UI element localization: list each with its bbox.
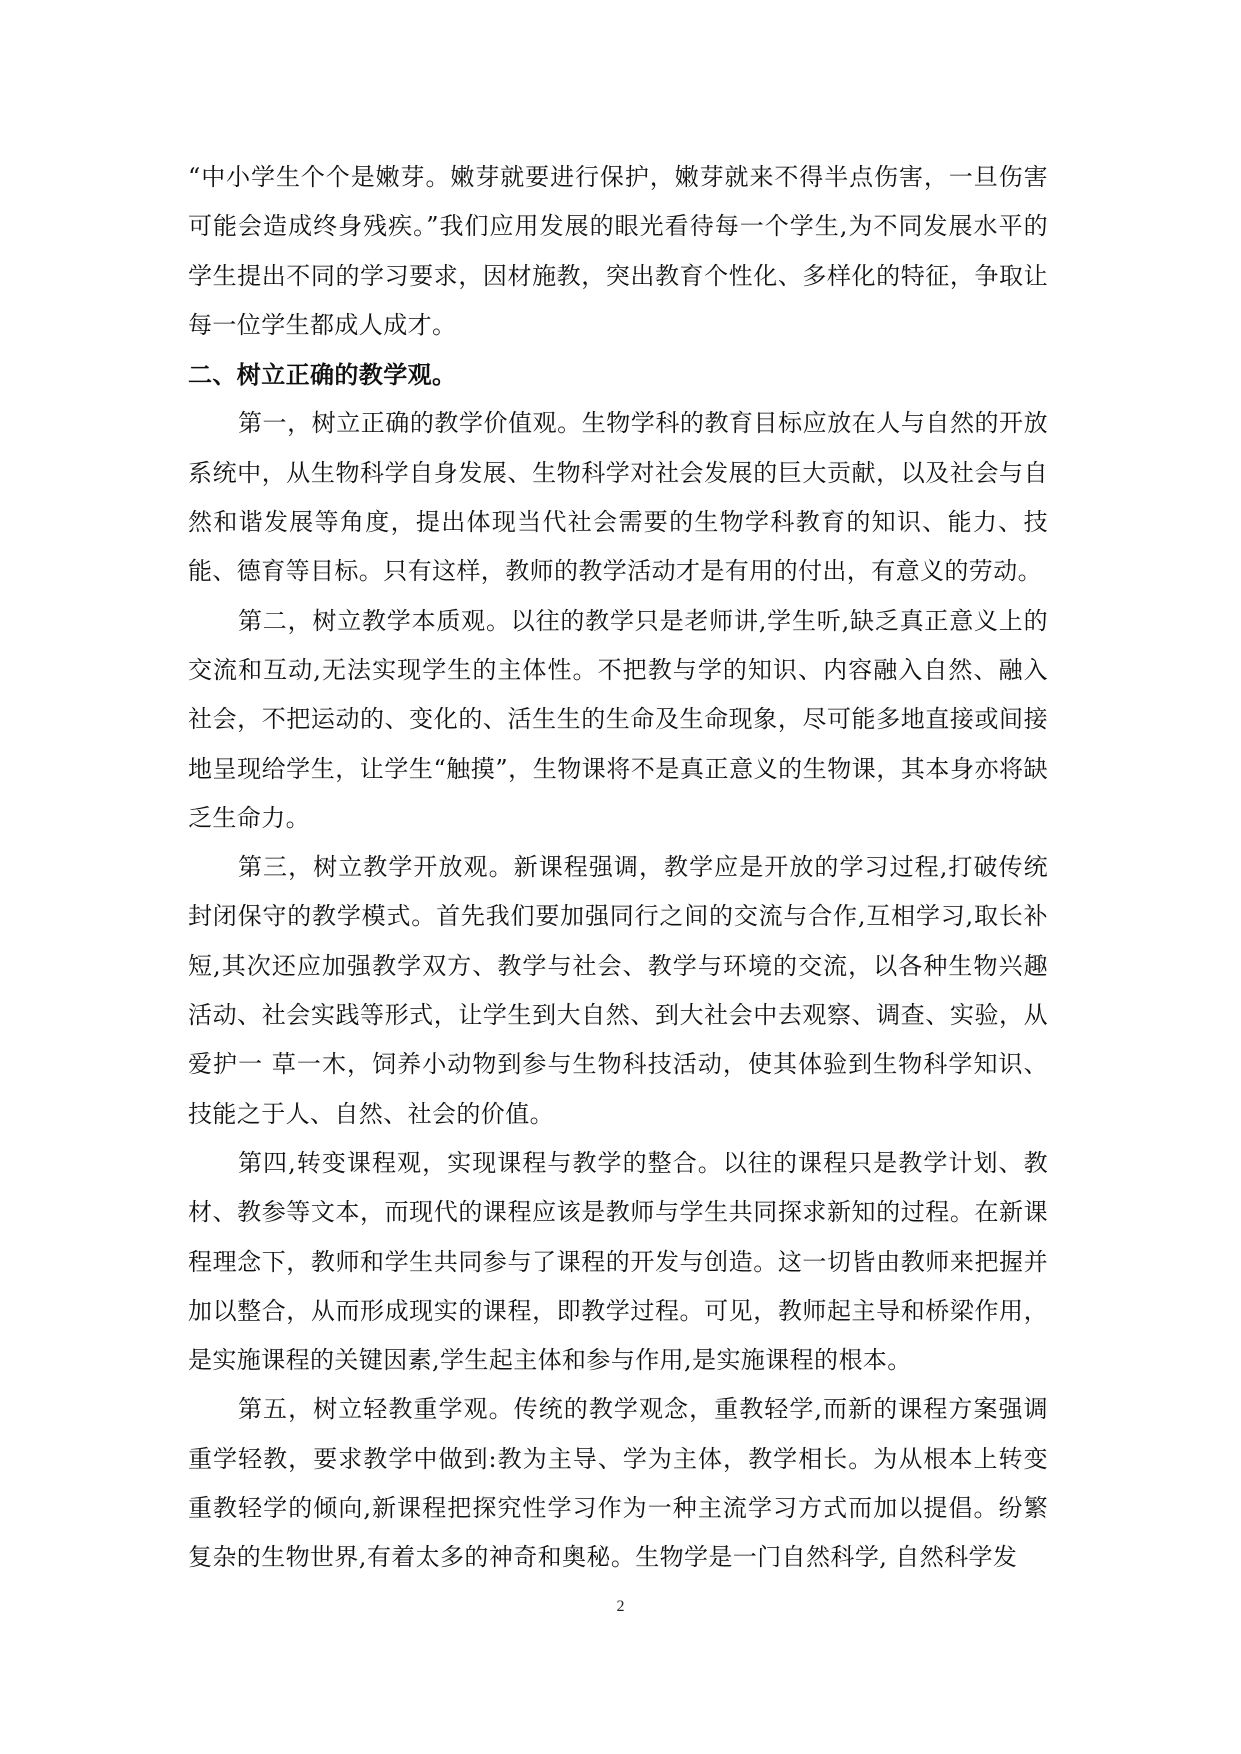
body-paragraph-fifth: 第五，树立轻教重学观。传统的教学观念，重教轻学,而新的课程方案强调重学轻教，要求教学中做到:教为主导、学为主体，教学相长。为从根本上转变重教轻学的倾向,新课程把探究性学习作为一种主流学习方式而加以提倡。纷繁复杂的生物世界,有着太多的神奇和奥秘。生物学是一门自然科学, 自然科学发 — [188, 1395, 1048, 1572]
page-number: 2 — [616, 1598, 625, 1615]
body-paragraph-first: 第一，树立正确的教学价值观。生物学科的教育目标应放在人与自然的开放系统中，从生物科学自身发展、生物科学对社会发展的巨大贡献，以及社会与自然和谐发展等角度，提出体现当代社会需要的生物学科教育的知识、能力、技能、德育等目标。只有这样，教师的教学活动才是有用的付出，有意义的劳动。 — [188, 409, 1048, 586]
body-paragraph-second: 第二，树立教学本质观。以往的教学只是老师讲,学生听,缺乏真正意义上的交流和互动,无法实现学生的主体性。不把教与学的知识、内容融入自然、融入社会，不把运动的、变化的、活生生的生命及生命现象，尽可能多地直接或间接地呈现给学生，让学生“触摸”，生物课将不是真正意义的生物课，其本身亦将缺乏生命力。 — [188, 606, 1048, 832]
section-heading: 二、树立正确的教学观。 — [188, 360, 457, 390]
body-paragraph-fourth: 第四,转变课程观，实现课程与教学的整合。以往的课程只是教学计划、教材、教参等文本，而现代的课程应该是教师与学生共同探求新知的过程。在新课程理念下，教师和学生共同参与了课程的开发与创造。这一切皆由教师来把握并加以整合，从而形成现实的课程，即教学过程。可见，教师起主导和桥梁作用，是实施课程的关键因素,学生起主体和参与作用,是实施课程的根本。 — [188, 1148, 1048, 1375]
page-content — [188, 153, 1048, 1583]
body-paragraph-third: 第三，树立教学开放观。新课程强调，教学应是开放的学习过程,打破传统封闭保守的教学模式。首先我们要加强同行之间的交流与合作,互相学习,取长补短,其次还应加强教学双方、教学与社会、教学与环境的交流，以各种生物兴趣活动、社会实践等形式，让学生到大自然、到大社会中去观察、调查、实验，从爱护一 草一木，饲养小动物到参与生物科技活动，使其体验到生物科学知识、技能之于人、自然、社会的价值。 — [188, 853, 1048, 1128]
continuation-paragraph: “中小学生个个是嫩芽。嫩芽就要进行保护，嫩芽就来不得半点伤害，一旦伤害可能会造成终身残疾。”我们应用发展的眼光看待每一个学生,为不同发展水平的学生提出不同的学习要求，因材施教，突出教育个性化、多样化的特征，争取让每一位学生都成人成才。 — [188, 163, 1048, 339]
